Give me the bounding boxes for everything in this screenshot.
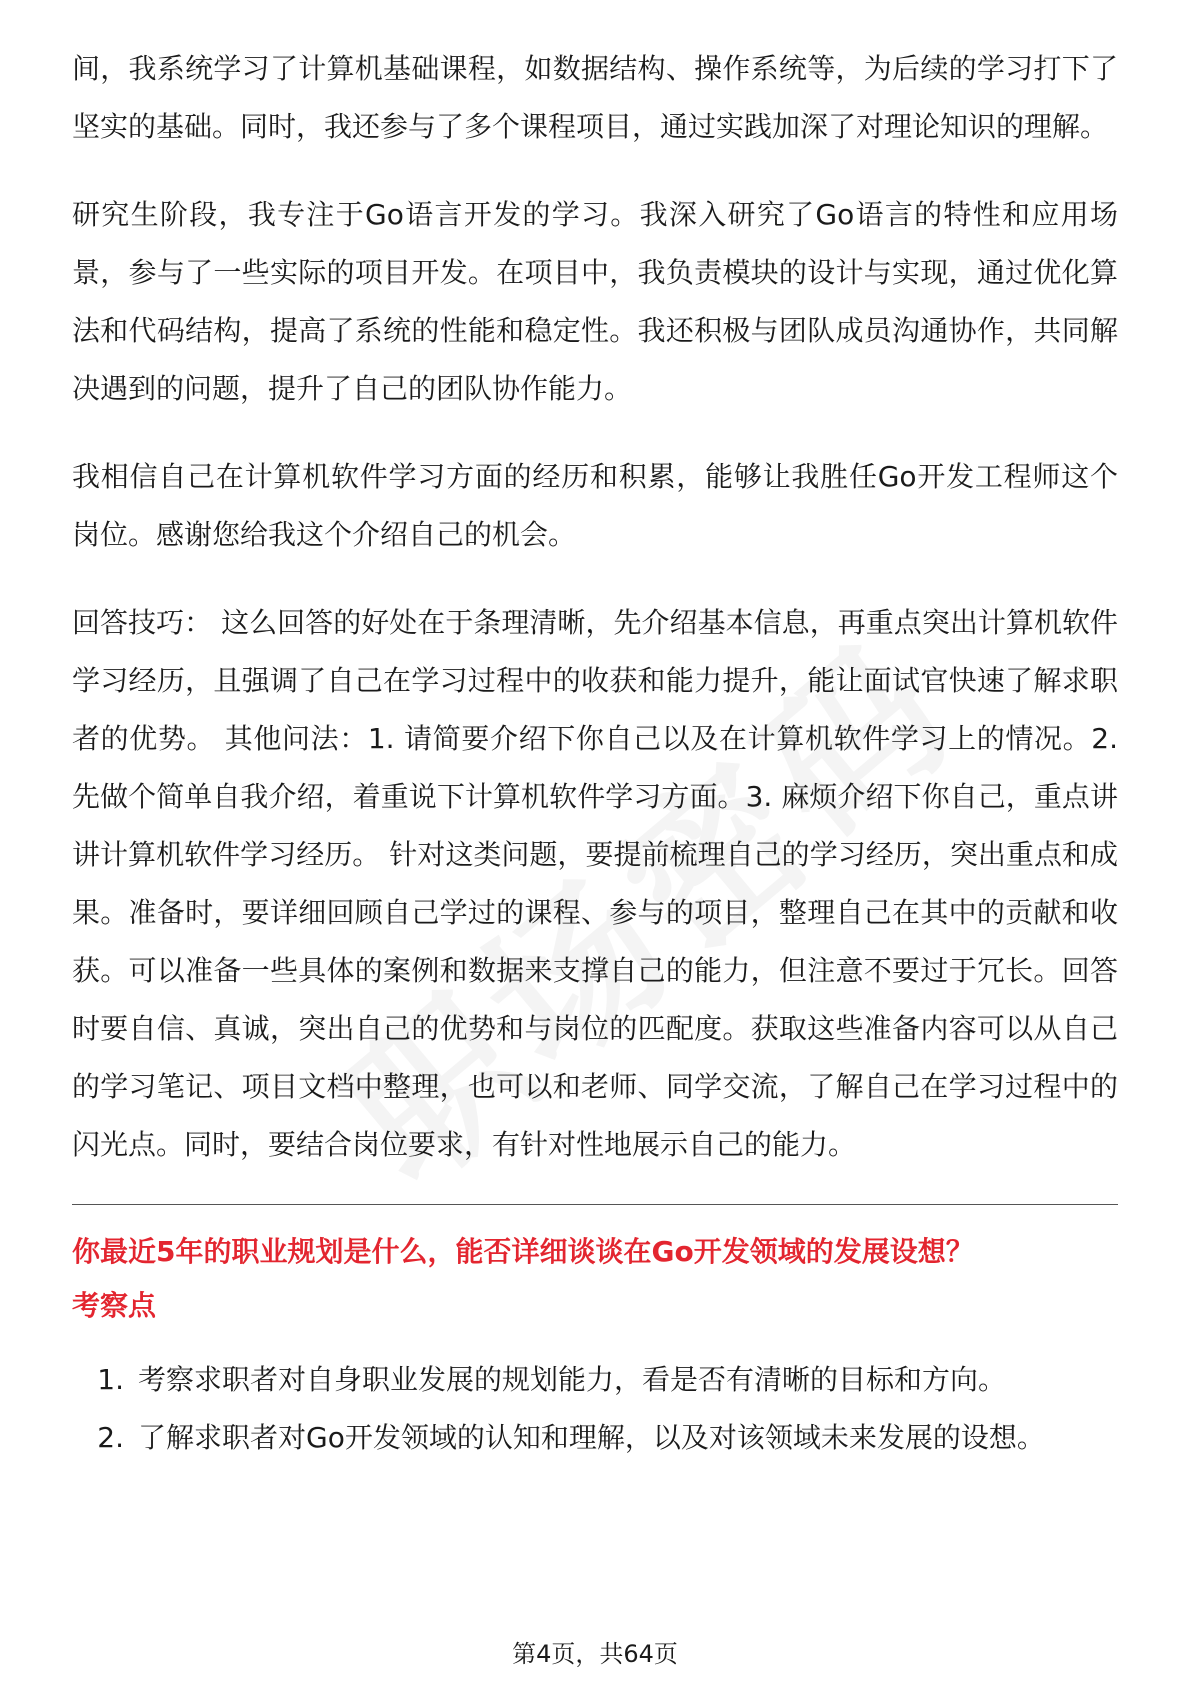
section-title: 考察点 (72, 1289, 157, 1322)
list-item (72, 1351, 1118, 1409)
paragraph-answer-tips: 回答技巧： 这么回答的好处在于条理清晰，先介绍基本信息，再重点突出计算机软件学习经历，且强调了自己在学习过程中的收获和能力提升，能让面试官快速了解求职者的优势。 其他问法：1. 请简要介绍下你自己以及在计算机软件学习上的情况。2. 先做个简单自我介绍，着重说下计算机软件学习方面。3. 麻烦介绍下你自己，重点讲讲计算机软件学习经历。 针对这类问题，要提前梳理自己的学习经历，突出重点和成果。准备时，要详细回顾自己学过的课程、参与的项目，整理自己在其中的贡献和收获。可以准备一些具体的案例和数据来支撑自己的能力，但注意不要过于冗长。回答时要自信、真诚，突出自己的优势和与岗位的匹配度。获取这些准备内容可以从自己的学习笔记、项目文档中整理，也可以和老师、同学交流，了解自己在学习过程中的闪光点。同时，要结合岗位要求，有针对性地展示自己的能力。 (72, 606, 1118, 1161)
section-divider (72, 1204, 1118, 1205)
points-list (72, 1351, 1118, 1467)
list-item (72, 1409, 1118, 1467)
paragraph-undergrad: 间，我系统学习了计算机基础课程，如数据结构、操作系统等，为后续的学习打下了坚实的基础。同时，我还参与了多个课程项目，通过实践加深了对理论知识的理解。 (72, 52, 1118, 143)
paragraph-conclusion: 我相信自己在计算机软件学习方面的经历和积累，能够让我胜任Go开发工程师这个岗位。感谢您给我这个介绍自己的机会。 (72, 460, 1118, 551)
list-item-number: 1. (97, 1363, 124, 1396)
question-heading: 你最近5年的职业规划是什么，能否详细谈谈在Go开发领域的发展设想？ (72, 1235, 974, 1268)
list-item-text: 考察求职者对自身职业发展的规划能力，看是否有清晰的目标和方向。 (138, 1363, 1007, 1396)
list-item-text: 了解求职者对Go开发领域的认知和理解，以及对该领域未来发展的设想。 (138, 1421, 1045, 1454)
page-footer: 第4页，共64页 (512, 1640, 678, 1668)
list-item-number: 2. (97, 1421, 124, 1454)
page-content (72, 40, 1118, 1467)
paragraph-graduate: 研究生阶段，我专注于Go语言开发的学习。我深入研究了Go语言的特性和应用场景，参与了一些实际的项目开发。在项目中，我负责模块的设计与实现，通过优化算法和代码结构，提高了系统的性能和稳定性。我还积极与团队成员沟通协作，共同解决遇到的问题，提升了自己的团队协作能力。 (72, 198, 1118, 405)
